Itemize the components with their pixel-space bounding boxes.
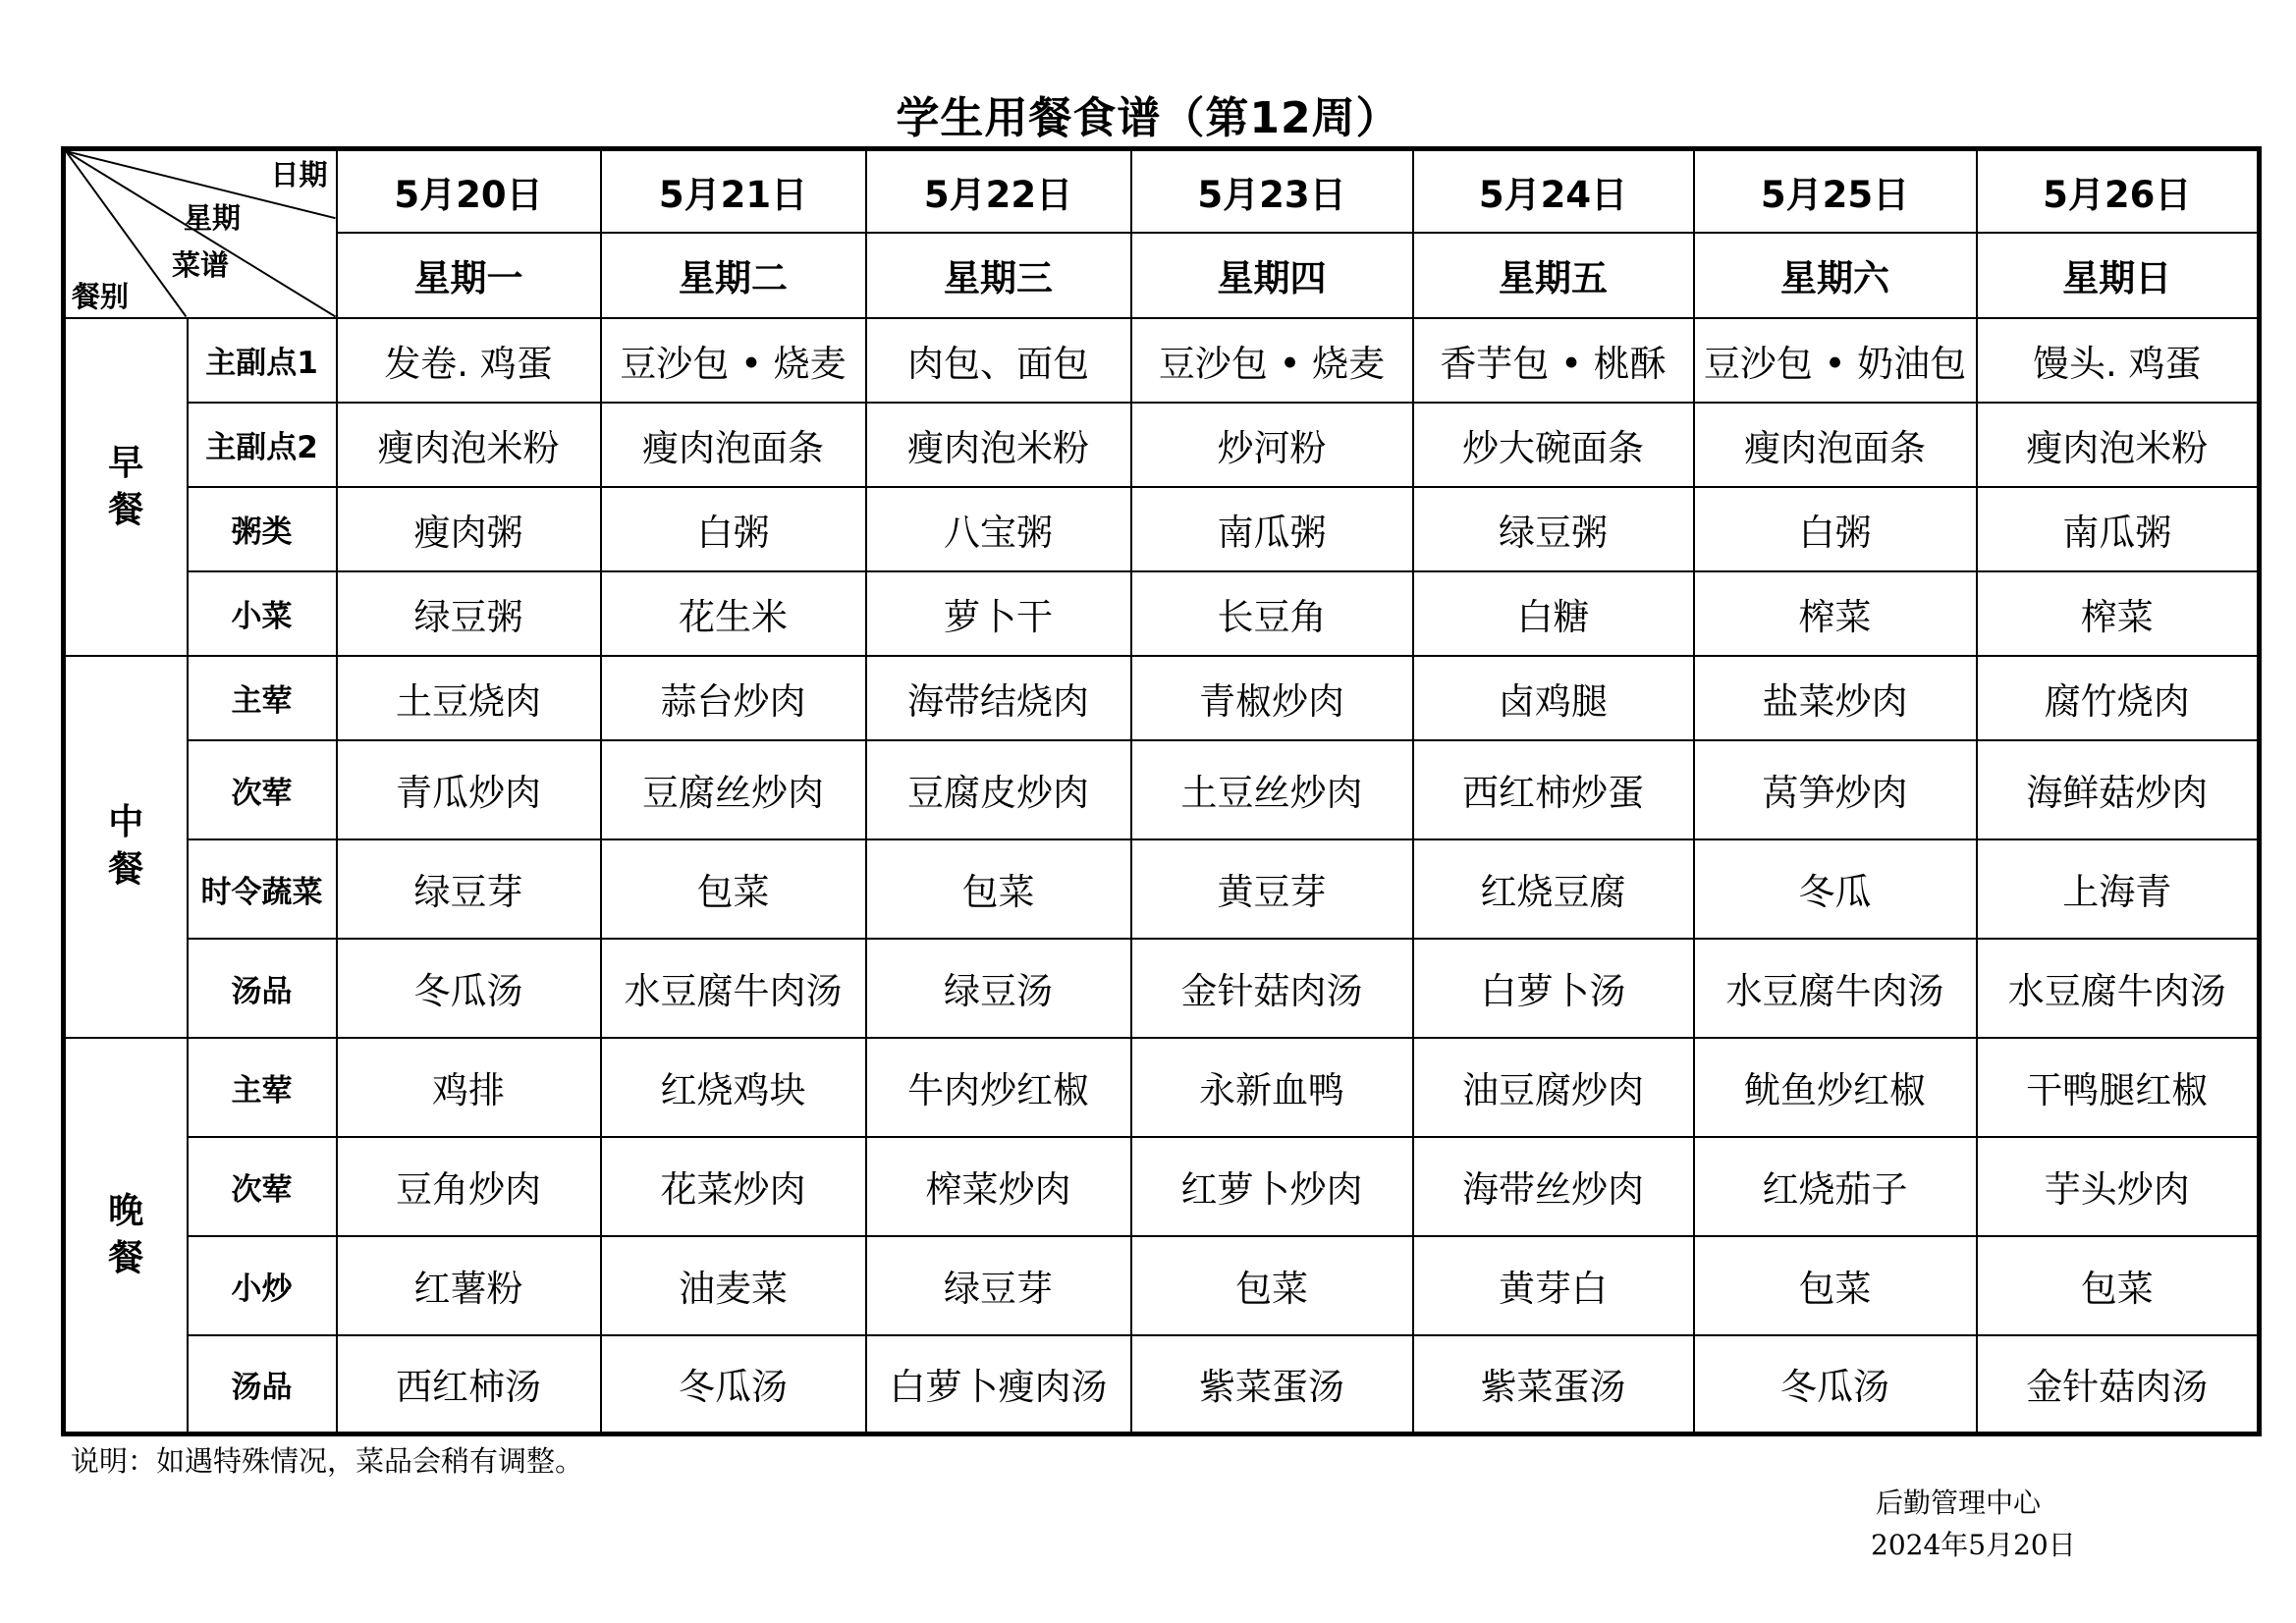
corner-week-label: 星期 [184, 201, 242, 235]
dish-cell: 绿豆粥 [1413, 487, 1694, 571]
dish-cell: 瘦肉泡面条 [1694, 403, 1977, 487]
dish-cell: 黄豆芽 [1131, 839, 1413, 939]
dish-cell: 水豆腐牛肉汤 [601, 939, 866, 1038]
dish-cell: 青椒炒肉 [1131, 656, 1413, 740]
dish-cell: 金针菇肉汤 [1131, 939, 1413, 1038]
meal-name: 早餐 [108, 442, 144, 530]
dish-cell: 紫菜蛋汤 [1413, 1335, 1694, 1434]
dish-cell: 瘦肉泡米粉 [1977, 403, 2260, 487]
dish-cell: 瘦肉泡米粉 [866, 403, 1131, 487]
dish-cell: 冬瓜汤 [337, 939, 601, 1038]
dish-cell: 肉包、面包 [866, 318, 1131, 403]
corner-meal-label: 餐别 [72, 279, 130, 313]
dish-cell: 花菜炒肉 [601, 1137, 866, 1236]
dish-cell: 白萝卜汤 [1413, 939, 1694, 1038]
dish-category: 汤品 [188, 1335, 337, 1434]
note-text: 说明：如遇特殊情况，菜品会稍有调整。 [71, 1444, 584, 1478]
dish-cell: 金针菇肉汤 [1977, 1335, 2260, 1434]
dish-cell: 鱿鱼炒红椒 [1694, 1038, 1977, 1137]
day-weekday-header: 星期四 [1131, 233, 1413, 318]
dish-cell: 西红柿汤 [337, 1335, 601, 1434]
dish-cell: 红烧豆腐 [1413, 839, 1694, 939]
dish-cell: 红薯粉 [337, 1236, 601, 1335]
menu-row [64, 1335, 2260, 1434]
dish-cell: 油豆腐炒肉 [1413, 1038, 1694, 1137]
dish-cell: 豆沙包 • 烧麦 [1131, 318, 1413, 403]
dish-cell: 榨菜炒肉 [866, 1137, 1131, 1236]
corner-date-label: 日期 [270, 158, 328, 191]
day-weekday-header: 星期五 [1413, 233, 1694, 318]
menu-row [64, 318, 2260, 403]
dish-cell: 南瓜粥 [1977, 487, 2260, 571]
dish-cell: 黄芽白 [1413, 1236, 1694, 1335]
dish-cell: 炒河粉 [1131, 403, 1413, 487]
corner-menu-label: 菜谱 [172, 248, 230, 282]
dish-cell: 牛肉炒红椒 [866, 1038, 1131, 1137]
dish-cell: 干鸭腿红椒 [1977, 1038, 2260, 1137]
menu-row [64, 487, 2260, 571]
menu-row [64, 571, 2260, 656]
dish-cell: 土豆丝炒肉 [1131, 740, 1413, 839]
dish-category: 次荤 [188, 1137, 337, 1236]
meal-name-cell [64, 1038, 188, 1434]
dish-cell: 豆角炒肉 [337, 1137, 601, 1236]
dish-category: 主副点2 [188, 403, 337, 487]
dish-cell: 豆沙包 • 奶油包 [1694, 318, 1977, 403]
dish-cell: 八宝粥 [866, 487, 1131, 571]
dish-cell: 花生米 [601, 571, 866, 656]
meal-name: 晚餐 [108, 1190, 144, 1278]
menu-row [64, 656, 2260, 740]
dish-cell: 土豆烧肉 [337, 656, 601, 740]
dish-cell: 包菜 [1131, 1236, 1413, 1335]
dish-cell: 红烧茄子 [1694, 1137, 1977, 1236]
dish-cell: 水豆腐牛肉汤 [1977, 939, 2260, 1038]
dish-cell: 冬瓜汤 [1694, 1335, 1977, 1434]
day-weekday-header: 星期六 [1694, 233, 1977, 318]
dish-cell: 豆腐丝炒肉 [601, 740, 866, 839]
issue-date: 2024年5月20日 [1871, 1529, 2076, 1561]
dish-cell: 蒜台炒肉 [601, 656, 866, 740]
day-date-header: 5月21日 [601, 149, 866, 233]
day-date-header: 5月25日 [1694, 149, 1977, 233]
day-date-header: 5月26日 [1977, 149, 2260, 233]
dish-cell: 冬瓜 [1694, 839, 1977, 939]
dish-cell: 瘦肉泡米粉 [337, 403, 601, 487]
dish-cell: 腐竹烧肉 [1977, 656, 2260, 740]
dish-cell: 绿豆芽 [866, 1236, 1131, 1335]
dish-cell: 馒头. 鸡蛋 [1977, 318, 2260, 403]
dish-cell: 盐菜炒肉 [1694, 656, 1977, 740]
day-date-header: 5月22日 [866, 149, 1131, 233]
menu-row [64, 839, 2260, 939]
dish-cell: 莴笋炒肉 [1694, 740, 1977, 839]
dish-cell: 瘦肉粥 [337, 487, 601, 571]
dish-cell: 榨菜 [1977, 571, 2260, 656]
dish-cell: 永新血鸭 [1131, 1038, 1413, 1137]
dish-category: 小菜 [188, 571, 337, 656]
day-weekday-header: 星期二 [601, 233, 866, 318]
day-date-header: 5月24日 [1413, 149, 1694, 233]
dish-cell: 青瓜炒肉 [337, 740, 601, 839]
dish-cell: 红萝卜炒肉 [1131, 1137, 1413, 1236]
dish-cell: 海带丝炒肉 [1413, 1137, 1694, 1236]
day-date-header: 5月23日 [1131, 149, 1413, 233]
day-weekday-header: 星期日 [1977, 233, 2260, 318]
dish-category: 主荤 [188, 656, 337, 740]
dish-category: 时令蔬菜 [188, 839, 337, 939]
dish-cell: 卤鸡腿 [1413, 656, 1694, 740]
dish-cell: 包菜 [601, 839, 866, 939]
meal-name-cell [64, 656, 188, 1038]
dish-cell: 水豆腐牛肉汤 [1694, 939, 1977, 1038]
day-weekday-header: 星期一 [337, 233, 601, 318]
menu-title: 学生用餐食谱（第12周） [896, 93, 1400, 143]
dish-category: 主副点1 [188, 318, 337, 403]
dish-cell: 冬瓜汤 [601, 1335, 866, 1434]
dish-cell: 包菜 [866, 839, 1131, 939]
dish-cell: 鸡排 [337, 1038, 601, 1137]
weekly-menu-table [61, 146, 2262, 1436]
menu-row [64, 1236, 2260, 1335]
header-corner-cell [64, 149, 337, 318]
dish-cell: 红烧鸡块 [601, 1038, 866, 1137]
dish-category: 粥类 [188, 487, 337, 571]
menu-row [64, 1038, 2260, 1137]
dish-cell: 南瓜粥 [1131, 487, 1413, 571]
dish-cell: 油麦菜 [601, 1236, 866, 1335]
dish-cell: 白粥 [601, 487, 866, 571]
dish-category: 小炒 [188, 1236, 337, 1335]
dish-cell: 瘦肉泡面条 [601, 403, 866, 487]
dish-cell: 绿豆芽 [337, 839, 601, 939]
dish-cell: 绿豆汤 [866, 939, 1131, 1038]
dish-cell: 包菜 [1694, 1236, 1977, 1335]
dish-cell: 萝卜干 [866, 571, 1131, 656]
dish-cell: 榨菜 [1694, 571, 1977, 656]
dish-cell: 香芋包 • 桃酥 [1413, 318, 1694, 403]
day-weekday-header: 星期三 [866, 233, 1131, 318]
dish-cell: 包菜 [1977, 1236, 2260, 1335]
dish-category: 主荤 [188, 1038, 337, 1137]
menu-row [64, 403, 2260, 487]
dish-cell: 豆沙包 • 烧麦 [601, 318, 866, 403]
meal-name: 中餐 [108, 802, 144, 890]
menu-row [64, 939, 2260, 1038]
dish-cell: 海鲜菇炒肉 [1977, 740, 2260, 839]
meal-name-cell [64, 318, 188, 656]
dish-cell: 发卷. 鸡蛋 [337, 318, 601, 403]
dish-cell: 上海青 [1977, 839, 2260, 939]
dish-cell: 绿豆粥 [337, 571, 601, 656]
dish-cell: 芋头炒肉 [1977, 1137, 2260, 1236]
dish-cell: 海带结烧肉 [866, 656, 1131, 740]
dish-cell: 紫菜蛋汤 [1131, 1335, 1413, 1434]
issuer-name: 后勤管理中心 [1876, 1487, 2042, 1519]
dish-cell: 炒大碗面条 [1413, 403, 1694, 487]
dish-cell: 长豆角 [1131, 571, 1413, 656]
dish-cell: 白萝卜瘦肉汤 [866, 1335, 1131, 1434]
dish-category: 次荤 [188, 740, 337, 839]
menu-row [64, 740, 2260, 839]
dish-category: 汤品 [188, 939, 337, 1038]
dish-cell: 西红柿炒蛋 [1413, 740, 1694, 839]
day-date-header: 5月20日 [337, 149, 601, 233]
menu-row [64, 1137, 2260, 1236]
dish-cell: 豆腐皮炒肉 [866, 740, 1131, 839]
dish-cell: 白粥 [1694, 487, 1977, 571]
dish-cell: 白糖 [1413, 571, 1694, 656]
